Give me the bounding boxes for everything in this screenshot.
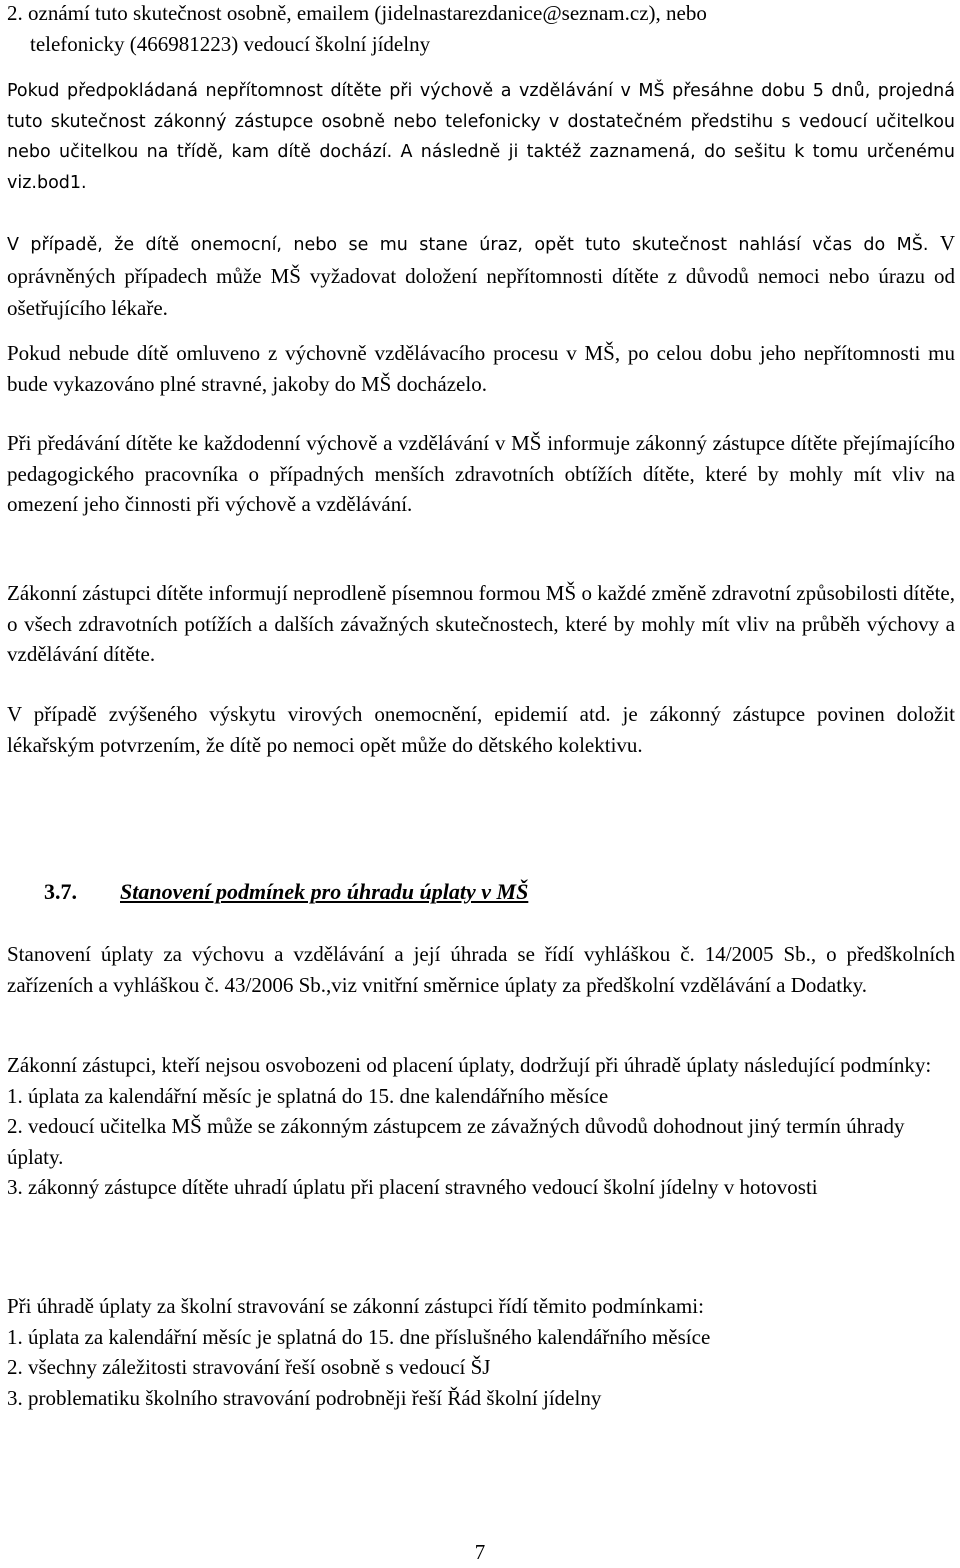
paragraph-unexcused: Pokud nebude dítě omluveno z výchovně vzdělávacího procesu v MŠ, po celou dobu jeho nepřítomnosti mu bude vykazováno plné stravné, jakoby do MŠ docházelo. [7,341,955,396]
meal-conditions-item: 1. úplata za kalendářní měsíc je splatná do 15. dne příslušného kalendářního měsíce [7,1324,711,1349]
fee-conditions-item: 3. zákonný zástupce dítěte uhradí úplatu při placení stravného vedoucí školní jídelny v hotovosti [7,1175,818,1199]
section-title: Stanovení podmínek pro úhradu úplaty v MŠ [120,879,529,904]
fee-conditions-block [7,1050,955,1203]
paragraph-absence: Pokud předpokládaná nepřítomnost dítěte při výchově a vzdělávání v MŠ přesáhne dobu 5 dnů, projedná tuto skutečnost zákonný zástupce osobně nebo telefonicky v dostatečném předstihu s vedoucí učitelkou nebo učitelkou na třídě, kam dítě dochází. A následně ji taktéž zaznamená, do sešitu k tomu určenému viz.bod1. [7,81,955,193]
fee-conditions-item: 1. úplata za kalendářní měsíc je splatná do 15. dne kalendářního měsíce [7,1083,609,1108]
list-item-notify-line2: telefonicky (466981223) vedoucí školní jídelny [30,31,431,56]
meal-conditions-intro: Při úhradě úplaty za školní stravování se zákonní zástupci řídí těmito podmínkami: [7,1294,704,1318]
section-heading [44,879,528,905]
page-number: 7 [474,1540,486,1564]
paragraph-illness [7,228,955,326]
fee-conditions-intro: Zákonní zástupci, kteří nejsou osvobozeni od placení úplaty, dodržují při úhradě úplaty následující podmínky: [7,1053,932,1077]
paragraph-handover: Při předávání dítěte ke každodenní výchově a vzdělávání v MŠ informuje zákonný zástupce dítěte přejímajícího pedagogického pracovníka o případných menších zdravotních obtížích dítěte, které by mohly mít vliv na omezení jeho činnosti při výchově a vzdělávání. [7,431,955,516]
paragraph-fee-rules: Stanovení úplaty za výchovu a vzdělávání a její úhrada se řídí vyhláškou č. 14/2005 Sb., o předškolních zařízeních a vyhláškou č. 43/2006 Sb.,viz vnitřní směrnice úplaty za předškolní vzdělávání a Dodatky. [7,942,955,997]
paragraph-illness-part2: V oprávněných případech může MŠ vyžadovat doložení nepřítomnosti dítěte z důvodů nemoci nebo úrazu od ošetřujícího lékaře. [7,231,955,320]
meal-conditions-item: 3. problematiku školního stravování podrobněji řeší Řád školní jídelny [7,1385,602,1410]
paragraph-health-change: Zákonní zástupci dítěte informují neprodleně písemnou formou MŠ o každé změně zdravotní způsobilosti dítěte, o všech zdravotních potížích a dalších závažných skutečnostech, které by mohly mít vliv na průběh výchovy a vzdělávání dítěte. [7,581,955,666]
fee-conditions-item: 2. vedoucí učitelka MŠ může se zákonným zástupcem ze závažných důvodů dohodnout jiný termín úhrady úplaty. [7,1114,905,1169]
meal-conditions-block [7,1291,955,1413]
section-number: 3.7. [44,879,77,904]
meal-conditions-item: 2. všechny záležitosti stravování řeší osobně s vedoucí ŠJ [7,1355,491,1379]
paragraph-epidemic: V případě zvýšeného výskytu virových onemocnění, epidemií atd. je zákonný zástupce povinen doložit lékařským potvrzením, že dítě po nemoci opět může do dětského kolektivu. [7,702,955,757]
list-item-notify-line1: 2. oznámí tuto skutečnost osobně, emailem (jidelnastarezdanice@seznam.cz), nebo [7,1,707,25]
list-item-notify [7,0,955,59]
paragraph-illness-part1: V případě, že dítě onemocní, nebo se mu stane úraz, opět tuto skutečnost nahlásí včas do MŠ. [7,235,929,255]
